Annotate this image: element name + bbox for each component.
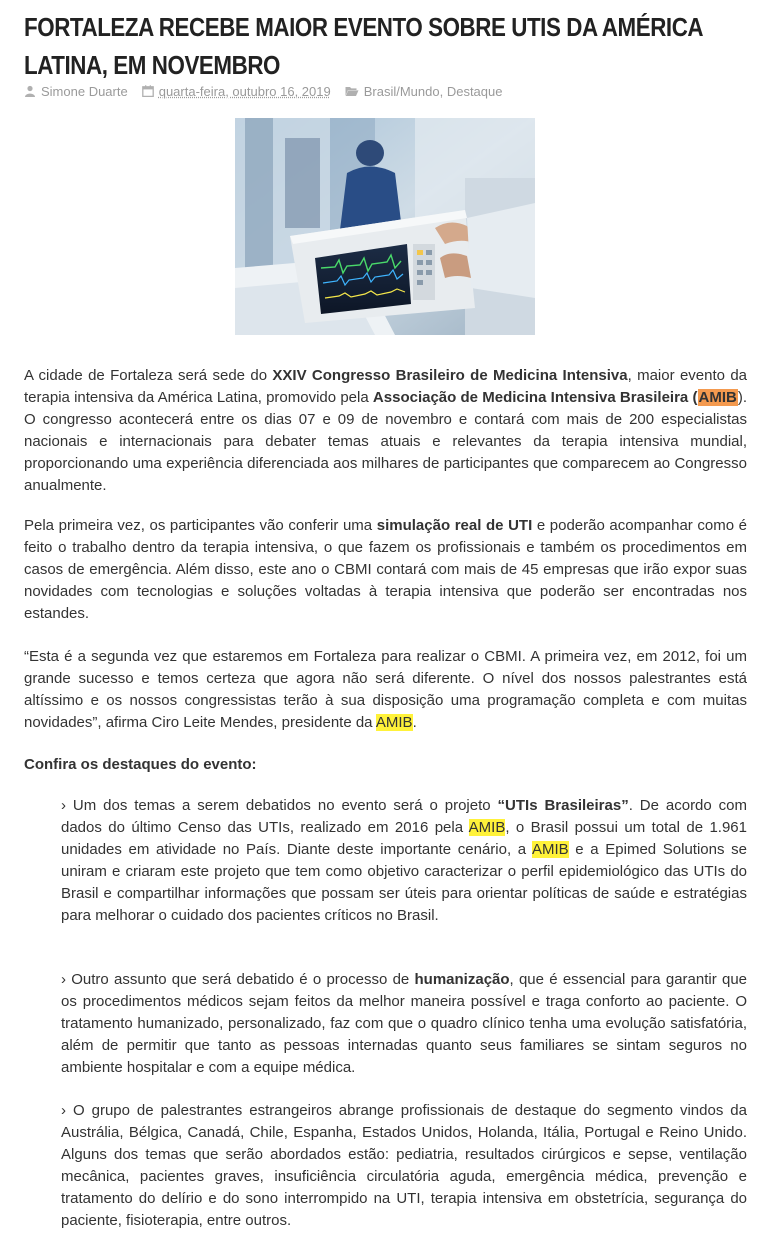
item1-text-a: Um dos temas a serem debatidos no evento será o projeto [66, 797, 498, 814]
association-name: Associação de Medicina Intensiva Brasileira [372, 389, 689, 406]
amib-highlight: AMIB [698, 389, 737, 406]
publish-date: quarta-feira, outubro 16, 2019 [158, 83, 331, 99]
project-name: “UTIs Brasileiras” [497, 797, 629, 814]
paragraph-2 [24, 515, 747, 625]
article-meta [24, 82, 516, 100]
item1-text-c: . De acordo com dados do último Censo das UTIs, realizado em 2016 pela [61, 797, 747, 836]
highlight-item-1 [61, 795, 747, 927]
simulation-bold: simulação real de UTI [376, 517, 533, 534]
paragraph-1 [24, 365, 747, 497]
categories-meta[interactable] [345, 84, 503, 99]
p1-paren: ( [688, 389, 698, 406]
article-title: FORTALEZA RECEBE MAIOR EVENTO SOBRE UTIS DA AMÉRICA LATINA, EM NOVEMBRO [24, 12, 703, 80]
amib-highlight: AMIB [531, 841, 569, 858]
author-meta[interactable] [24, 84, 128, 99]
category-links[interactable]: Brasil/Mundo, Destaque [363, 83, 503, 99]
article-photo [235, 118, 535, 335]
p1-text-a: A cidade de Fortaleza será sede do [24, 367, 273, 384]
p3-text-b: . [412, 714, 417, 731]
chevron-right-icon: › [61, 971, 66, 988]
icu-monitor-photo [235, 118, 535, 335]
folder-icon [345, 85, 359, 97]
amib-highlight: AMIB [375, 714, 413, 731]
highlights-heading [24, 754, 747, 776]
p3-text-a: “Esta é a segunda vez que estaremos em Fortaleza para realizar o CBMI. A primeira vez, em 2012, foi um grande sucesso e temos certeza que agora não será diferente. O nível dos nossos palestrantes está altíssimo e os nossos congressistas terão à sua disposição uma programação completa e com muitas novidades”, afirma Ciro Leite Mendes, presidente da [24, 648, 747, 731]
p1-text-e: ). O congresso acontecerá entre os dias 07 e 09 de novembro e contará com mais de 200 especialistas nacionais e internacionais para debater temas atuais e relevantes da terapia intensiva mundial, proporcionando uma experiência diferenciada aos milhares de participantes que comparecem ao Congresso anualmente. [24, 389, 747, 494]
item2-text-a: Outro assunto que será debatido é o processo de [66, 971, 415, 988]
highlight-item-2 [61, 969, 747, 1079]
highlight-item-3 [61, 1100, 747, 1232]
date-meta [142, 84, 331, 99]
calendar-icon [142, 85, 154, 97]
p2-text-a: Pela primeira vez, os participantes vão conferir uma [24, 517, 377, 534]
item3-text-a: O grupo de palestrantes estrangeiros abrange profissionais de destaque do segmento vindos da Austrália, Bélgica, Canadá, Chile, Espanha, Estados Unidos, Holanda, Itália, Portugal e Reino Unido. Alguns dos temas que serão abordados estão: pediatria, resultados cirúrgicos e sepse, ventilação mecânica, pacientes graves, insuficiência circulatória aguda, emergência médica, prevenção e tratamento do delírio e do sono interrompido na UTI, terapia intensiva em obstetrícia, segurança do paciente, fisioterapia, entre outros. [61, 1102, 747, 1229]
chevron-right-icon: › [61, 1102, 66, 1119]
item2-text-c: , que é essencial para garantir que os procedimentos médicos sejam feitos da melhor maneira possível e traga conforto ao paciente. O tratamento humanizado, personalizado, faz com que o quadro clínico tenha uma evolução satisfatória, além de permitir que tanto as pessoas internadas quanto seus familiares se sintam seguros no ambiente hospitalar e com a equipe médica. [61, 971, 747, 1076]
author-name[interactable]: Simone Duarte [41, 83, 128, 99]
humanization-bold: humanização [414, 971, 510, 988]
p1-text-c: , maior evento da terapia intensiva da América Latina, promovido pela [24, 367, 748, 406]
highlights-heading-text: Confira os destaques do evento: [24, 756, 257, 773]
item1-text-e: e a Epimed Solutions se uniram e criaram este projeto que tem como objetivo caracterizar o perfil epidemiológico das UTIs do Brasil e compartilhar informações que possam ser úteis para orientar políticas de saúde e estratégias para melhorar o cuidado dos pacientes críticos no Brasil. [61, 841, 747, 924]
paragraph-3-quote [24, 646, 747, 734]
amib-highlight: AMIB [468, 819, 506, 836]
congress-name: XXIV Congresso Brasileiro de Medicina Intensiva [272, 367, 628, 384]
chevron-right-icon: › [61, 797, 66, 814]
user-icon [24, 85, 36, 97]
p2-text-c: e poderão acompanhar como é feito o trabalho dentro da terapia intensiva, o que fazem os profissionais e também os procedimentos em casos de emergência. Além disso, este ano o CBMI contará com mais de 45 empresas que irão expor suas novidades com tecnologias e soluções voltadas à terapia intensiva que poderão ser encontradas nos estandes. [24, 517, 748, 622]
item1-text-d: , o Brasil possui um total de 1.961 unidades em atividade no País. Diante deste importante cenário, a [61, 819, 747, 858]
